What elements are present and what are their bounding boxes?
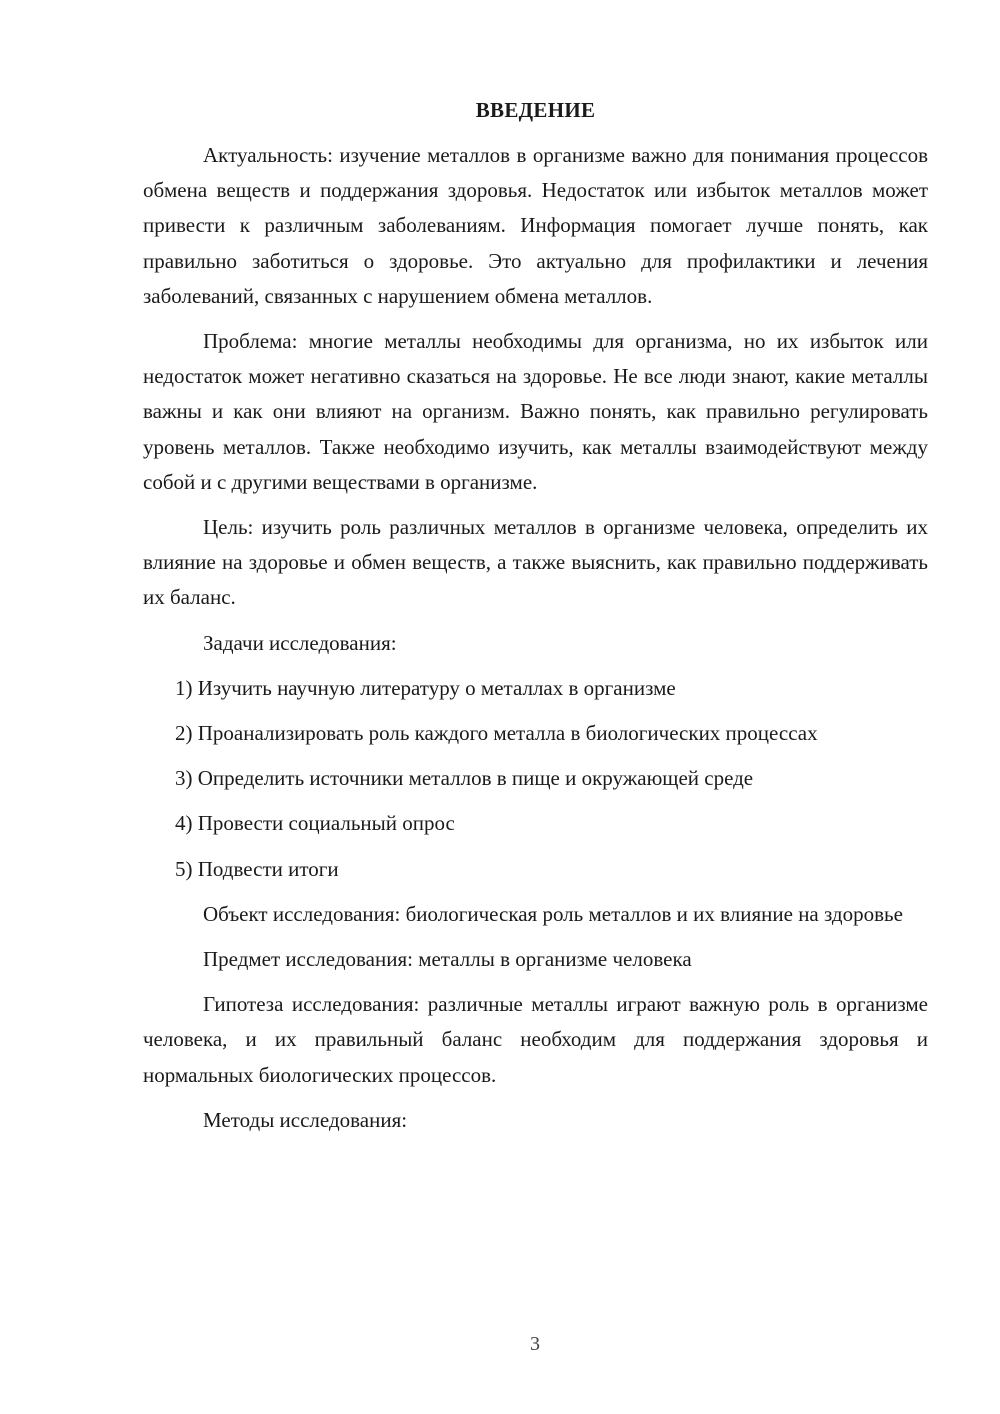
document-page — [143, 92, 928, 1148]
paragraph-object: Объект исследования: биологическая роль металлов и их влияние на здоровье — [203, 901, 903, 926]
paragraph-problem: Проблема: многие металлы необходимы для организма, но их избыток или недостаток может негативно сказаться на здоровье. Не все люди знают, какие металлы важны и как они влияют на организм. Важно понять, как правильно регулировать уровень металлов. Также необходимо изучить, как металлы взаимодействуют между собой и с другими веществами в организме. — [143, 329, 928, 494]
paragraph-goal: Цель: изучить роль различных металлов в организме человека, определить их влияние на здоровье и обмен веществ, а также выяснить, как правильно поддерживать их баланс. — [143, 515, 928, 610]
task-item-5: 5) Подвести итоги — [175, 856, 339, 881]
page-number: 3 — [530, 1333, 540, 1355]
section-heading: ВВЕДЕНИЕ — [475, 98, 596, 122]
paragraph-methods: Методы исследования: — [203, 1107, 408, 1132]
paragraph-hypothesis: Гипотеза исследования: различные металлы играют важную роль в организме человека, и их правильный баланс необходим для поддержания здоровья и нормальных биологических процессов. — [143, 992, 928, 1087]
paragraph-subject: Предмет исследования: металлы в организме человека — [203, 947, 692, 972]
task-item-4: 4) Провести социальный опрос — [175, 811, 455, 836]
paragraph-tasks-heading: Задачи исследования: — [203, 630, 397, 655]
task-item-3: 3) Определить источники металлов в пище и окружающей среде — [175, 766, 754, 791]
task-item-2: 2) Проанализировать роль каждого металла в биологических процессах — [175, 721, 818, 746]
paragraph-relevance: Актуальность: изучение металлов в организме важно для понимания процессов обмена веществ и поддержания здоровья. Недостаток или избыток металлов может привести к различным заболеваниям. Информация помогает лучше понять, как правильно заботиться о здоровье. Это актуально для профилактики и лечения заболеваний, связанных с нарушением обмена металлов. — [143, 143, 928, 308]
task-item-1: 1) Изучить научную литературу о металлах в организме — [175, 675, 676, 700]
